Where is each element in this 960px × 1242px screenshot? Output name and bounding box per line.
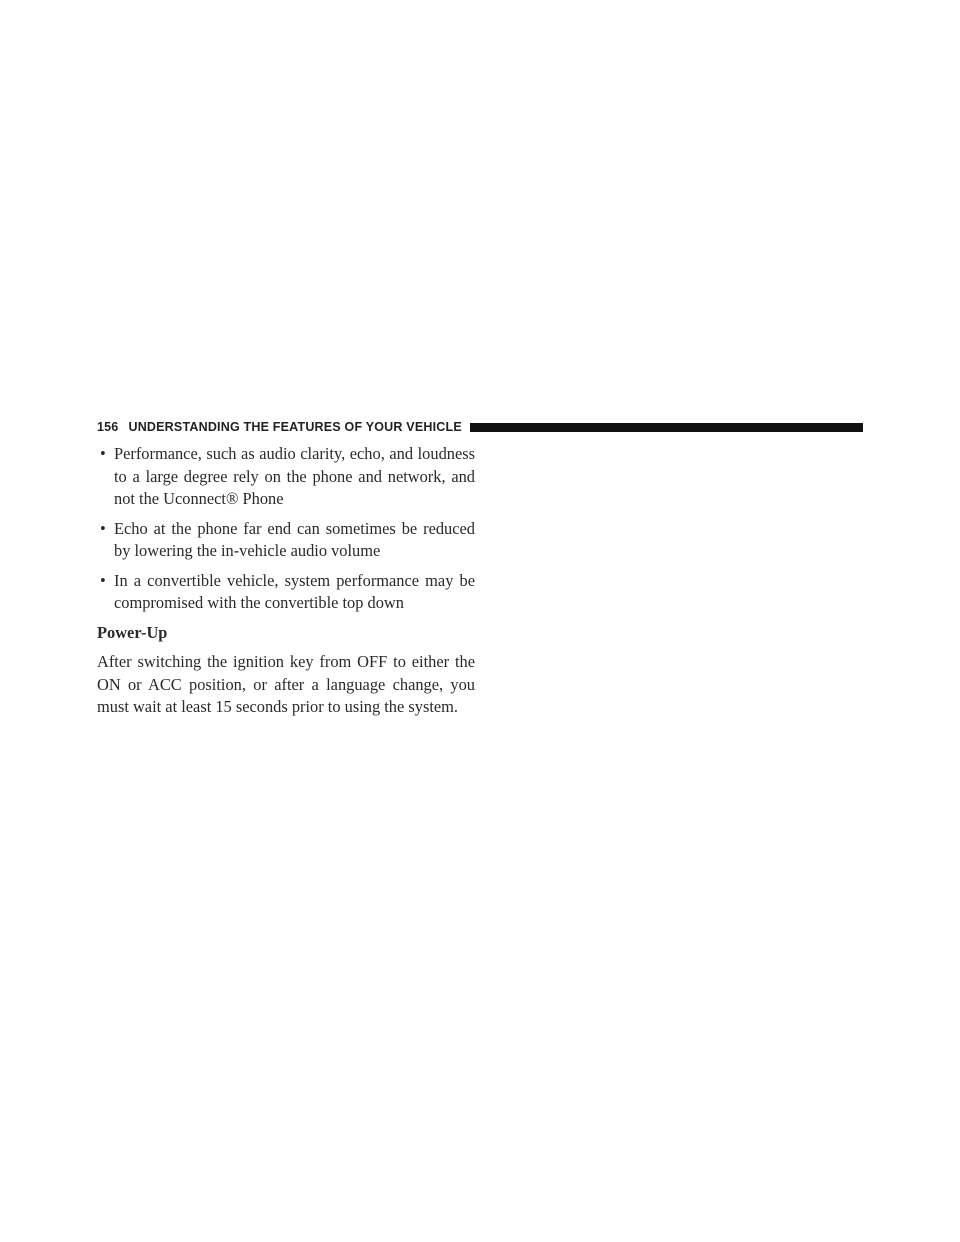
bullet-icon: • xyxy=(100,518,106,538)
bullet-item xyxy=(97,570,475,615)
body-paragraph: After switching the ignition key from OFF to either the ON or ACC position, or after a language change, you must wait at least 15 seconds prior to using the system. xyxy=(97,652,475,716)
running-section-title: UNDERSTANDING THE FEATURES OF YOUR VEHICLE xyxy=(128,420,462,434)
bullet-list xyxy=(97,443,475,615)
bullet-text: Performance, such as audio clarity, echo, and loudness to a large degree rely on the phone and network, and not the Uconnect® Phone xyxy=(114,444,475,508)
bullet-icon: • xyxy=(100,570,106,590)
page-header xyxy=(97,418,863,436)
page-number: 156 xyxy=(97,420,119,434)
bullet-item xyxy=(97,518,475,563)
header-rule xyxy=(470,423,863,432)
bullet-icon: • xyxy=(100,444,106,463)
bullet-text: Echo at the phone far end can sometimes be reduced by lowering the in-vehicle audio volume xyxy=(114,518,475,560)
page-content xyxy=(97,443,475,719)
section-heading: Power-Up xyxy=(97,622,168,642)
bullet-text: In a convertible vehicle, system performance may be compromised with the convertible top down xyxy=(114,570,475,612)
bullet-item xyxy=(97,443,475,511)
